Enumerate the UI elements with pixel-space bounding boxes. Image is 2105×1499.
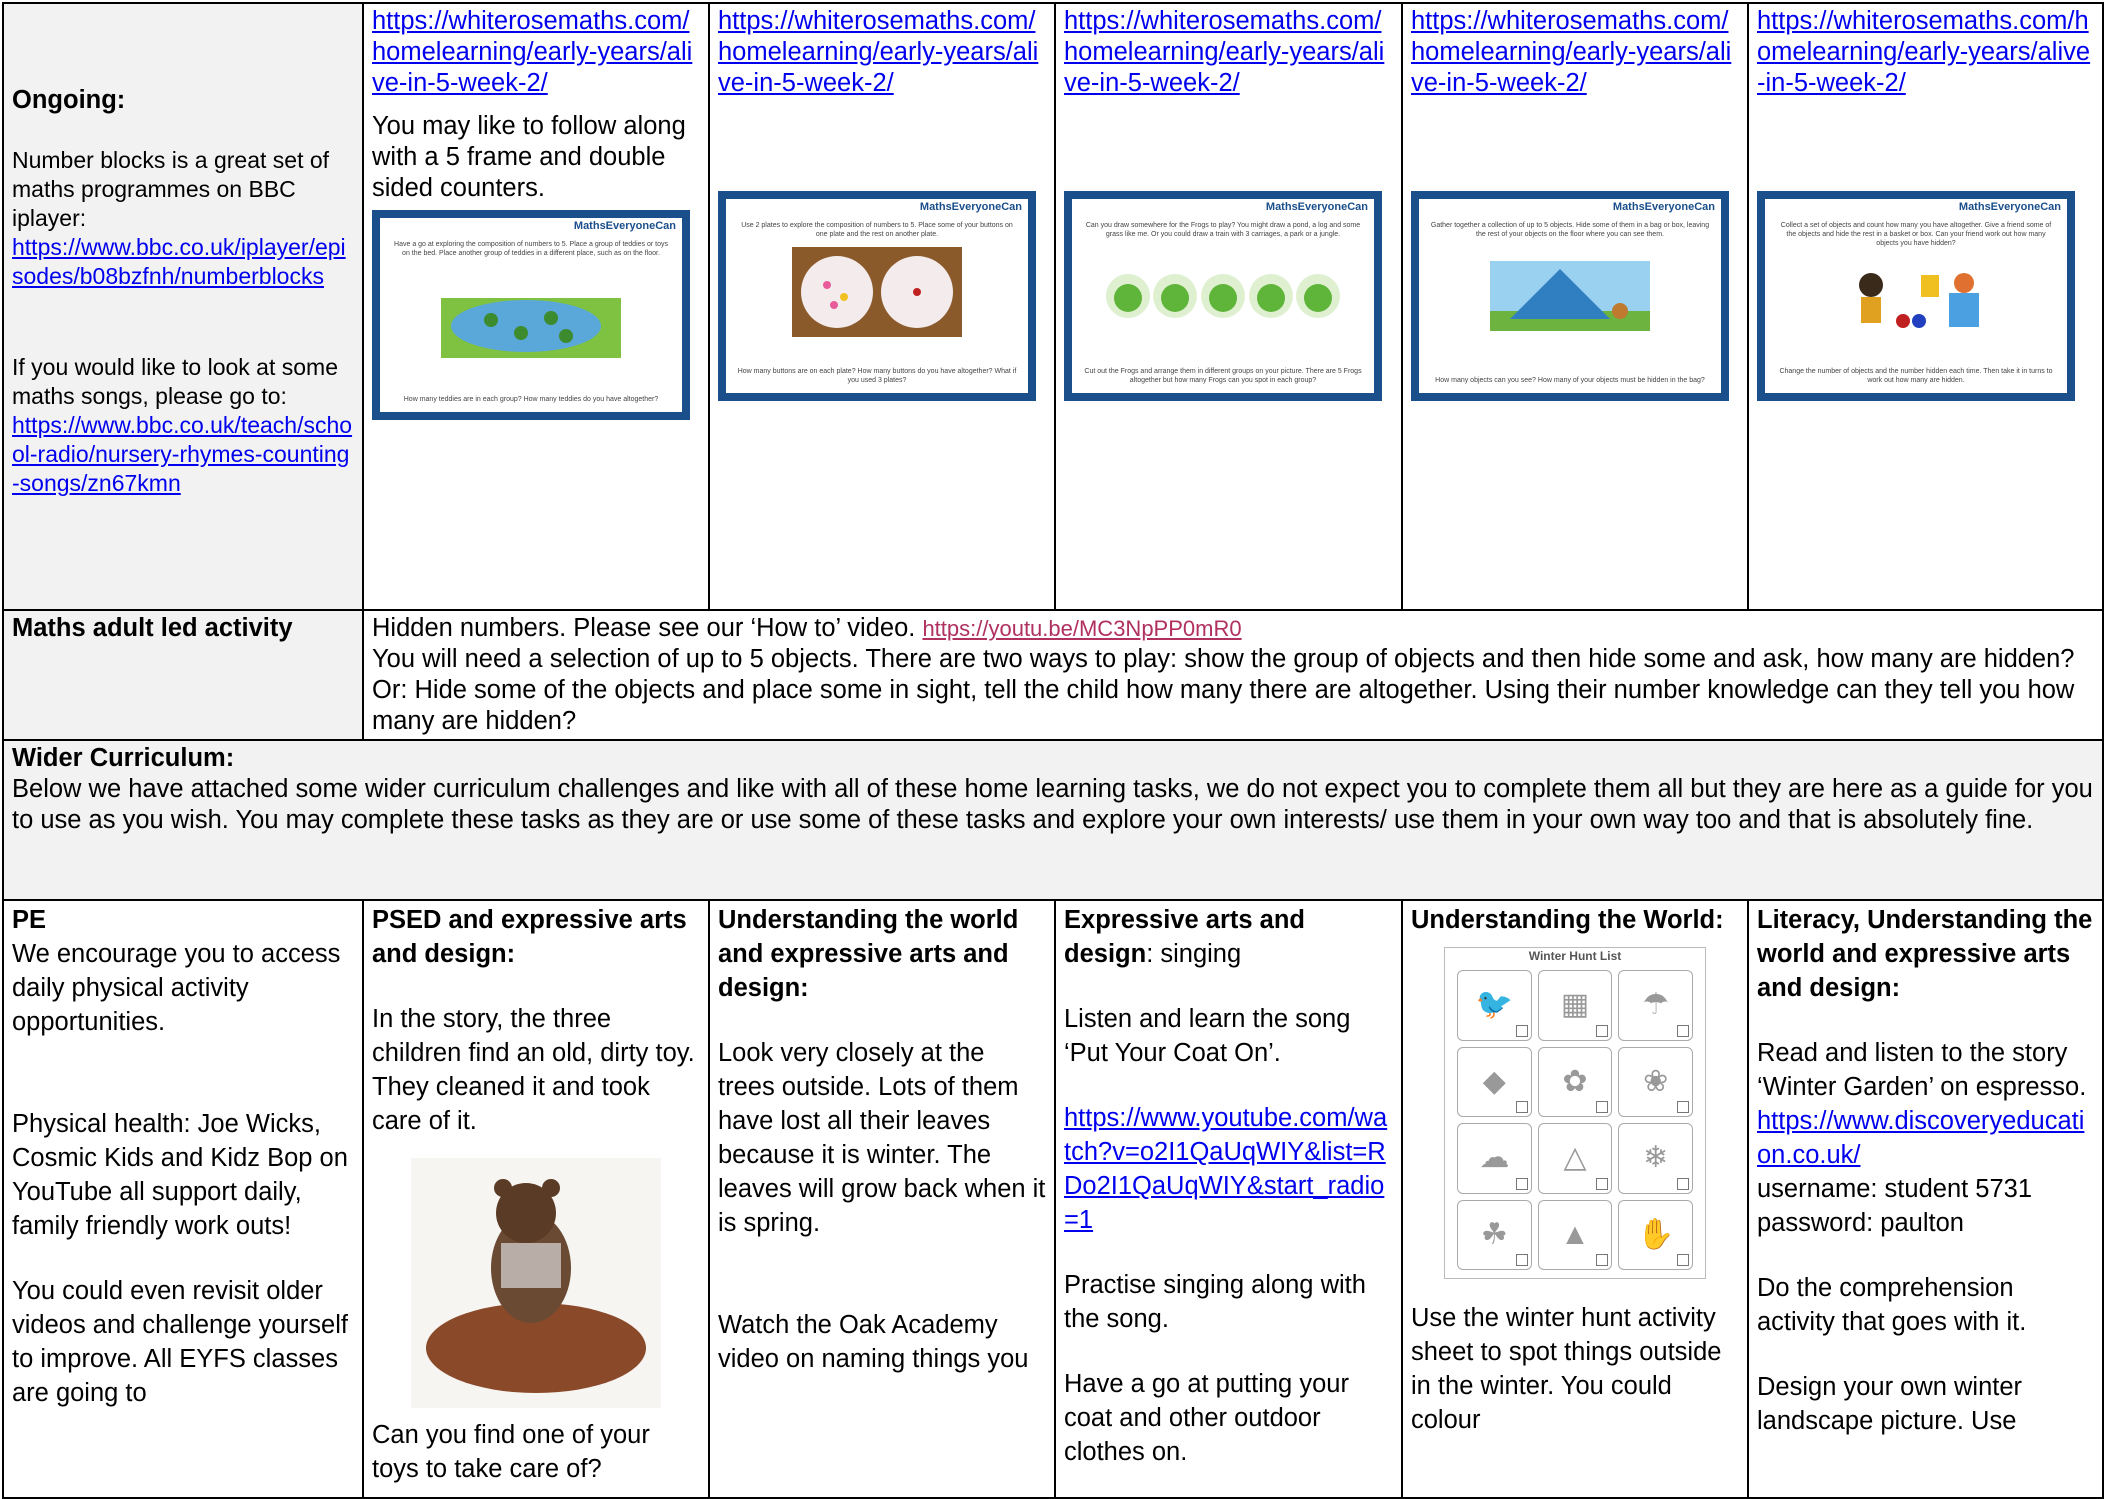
slide-logo: MathsEveryoneCan [1612,201,1715,213]
day-3-slide [1064,191,1382,401]
hidden-objects-image [1841,263,1991,333]
hunt-item-icon: ▲ [1538,1200,1613,1271]
day-1-note: You may like to follow along with a 5 frame and double sided counters. [372,112,686,202]
slide-caption: Change the number of objects and the number hidden each time. Then take it in turns to work out how many are hidden. [1779,368,2053,384]
literacy-comprehension-text: Do the comprehension activity that goes with it. [1757,1274,2027,1336]
espresso-username: username: student 5731 [1757,1175,2033,1203]
coat-song-link[interactable]: https://www.youtube.com/watch?v=o2I1QaUqWIY&list=RDo2I1QaUqWIY&start_radio=1 [1064,1104,1388,1234]
utw-trees-text: Look very closely at the trees outside. Lots of them have lost all their leaves because it is winter. The leaves will grow back when it is spring. [718,1039,1046,1237]
day-2-link[interactable]: https://whiterosemaths.com/homelearning/early-years/alive-in-5-week-2/ [718,7,1039,97]
hunt-item-icon: ❄ [1618,1123,1693,1194]
literacy-cell [1748,900,2103,1498]
literacy-heading: Literacy, Understanding the world and expressive arts and design: [1757,906,2093,1002]
slide-caption: How many teddies are in each group? How many teddies do you have altogether? [403,396,659,403]
psed-cell [363,900,709,1498]
maths-adult-row [3,610,2103,740]
ead-singing-cell [1055,900,1402,1498]
literacy-design-text: Design your own winter landscape picture. Use [1757,1373,2023,1435]
utw-winter-hunt-text: Use the winter hunt activity sheet to spot things outside in the winter. You could colour [1411,1304,1722,1434]
maths-adult-intro: Hidden numbers. Please see our ‘How to’ video. [372,614,923,642]
toy-image [411,1158,661,1408]
hunt-item-icon: ✋ [1618,1200,1693,1271]
hunt-item-icon: ✿ [1538,1047,1613,1118]
pe-heading: PE [12,906,47,934]
pe-physical-health: Physical health: Joe Wicks, Cosmic Kids and Kidz Bop on YouTube all support daily, family friendly work outs! [12,1110,348,1240]
ead-heading-rest: : singing [1146,940,1242,968]
pe-cell [3,900,363,1498]
pond-frogs-image [441,278,621,358]
hunt-item-icon: ☁ [1457,1123,1532,1194]
slide-instructions: Can you draw somewhere for the Frogs to play? You might draw a pond, a log and some grass like me. Or you could draw a train with 3 carriages, a park or a jungle. [1085,222,1361,238]
ongoing-cell [3,3,363,610]
hunt-item-icon: 🐦 [1457,970,1532,1041]
hunt-item-icon: ▦ [1538,970,1613,1041]
psed-heading: PSED and expressive arts and design: [372,906,687,968]
maths-adult-cell [363,610,2103,740]
slide-instructions: Gather together a collection of up to 5 objects. Hide some of them in a bag or box, leaving the rest of your objects on the floor where you can see them. [1430,222,1710,238]
day-4-cell [1402,3,1748,610]
utw-trees-heading: Understanding the world and expressive arts and design: [718,906,1019,1002]
how-to-video-link[interactable]: https://youtu.be/MC3NpPP0mR0 [922,616,1242,641]
day-5-cell [1748,3,2103,610]
day-4-link[interactable]: https://whiterosemaths.com/homelearning/early-years/alive-in-5-week-2/ [1411,7,1732,97]
pe-intro: We encourage you to access daily physical activity opportunities. [12,940,341,1036]
subjects-row [3,900,2103,1498]
slide-instructions: Have a go at exploring the composition of numbers to 5. Place a group of teddies or toys on the bed. Place another group of teddies in a different place, such as on the floor. [394,241,668,257]
tent-image [1490,261,1650,331]
hunt-item-icon: ☂ [1618,970,1693,1041]
psed-question: Can you find one of your toys to take care of? [372,1421,650,1483]
wider-curriculum-cell [3,740,2103,900]
day-1-cell [363,3,709,610]
slide-instructions: Collect a set of objects and count how many you have altogether. Give a friend some of the objects and hide the rest in a basket or box. Can your friend work out how many objects you have hidden? [1780,222,2052,247]
day-3-link[interactable]: https://whiterosemaths.com/homelearning/early-years/alive-in-5-week-2/ [1064,7,1385,97]
hunt-item-icon: △ [1538,1123,1613,1194]
day-5-link[interactable]: https://whiterosemaths.com/homelearning/early-years/alive-in-5-week-2/ [1757,7,2091,97]
utw-trees-cell [709,900,1055,1498]
ead-practise-text: Practise singing along with the song. [1064,1271,1366,1333]
numberblocks-link[interactable]: https://www.bbc.co.uk/iplayer/episodes/b08bzfnh/numberblocks [12,234,346,289]
ongoing-heading: Ongoing: [12,86,126,114]
hunt-item-icon: ❀ [1618,1047,1693,1118]
literacy-story-text: Read and listen to the story ‘Winter Garden’ on espresso. [1757,1039,2087,1101]
utw-winter-hunt-cell [1402,900,1748,1498]
slide-caption: How many objects can you see? How many of your objects must be hidden in the bag? [1435,377,1705,384]
teddy-picture [411,1158,661,1408]
hunt-item-icon: ◆ [1457,1047,1532,1118]
winter-hunt-sheet [1444,947,1706,1279]
ead-heading: Expressive arts and design [1064,906,1305,968]
ead-coat-text: Have a go at putting your coat and other outdoor clothes on. [1064,1370,1349,1466]
wider-curriculum-row [3,740,2103,900]
maths-adult-instructions: You will need a selection of up to 5 objects. There are two ways to play: show the group of objects and then hide some and ask, how many are hidden? Or: Hide some of the objects and place some in sight, tell the child how many there are altogether. Using their number knowledge can they tell you how many are hidden? [372,645,2075,735]
slide-caption: Cut out the Frogs and arrange them in different groups on your picture. There are 5 Frogs altogether but how many Frogs can you spot in each group? [1084,368,1362,384]
plates-image [792,247,962,337]
ongoing-numberblocks-text: Number blocks is a great set of maths programmes on BBC iplayer: [12,147,330,231]
day-5-slide [1757,191,2075,401]
espresso-link[interactable]: https://www.discoveryeducation.co.uk/ [1757,1107,2085,1169]
day-2-slide [718,191,1036,401]
slide-logo: MathsEveryoneCan [1265,201,1368,213]
slide-logo: MathsEveryoneCan [573,220,676,232]
winter-hunt-title: Winter Hunt List [1528,949,1622,963]
slide-logo: MathsEveryoneCan [1958,201,2061,213]
home-learning-table [2,2,2104,1499]
daily-row [3,3,2103,610]
slide-caption: How many buttons are on each plate? How many buttons do you have altogether? What if you used 3 plates? [737,368,1017,384]
psed-story-text: In the story, the three children find an old, dirty toy. They cleaned it and took care of it. [372,1005,695,1135]
slide-instructions: Use 2 plates to explore the composition of numbers to 5. Place some of your buttons on one plate and the rest on another plate. [741,222,1013,238]
pe-revisit: You could even revisit older videos and challenge yourself to improve. All EYFS classes are going to [12,1277,348,1407]
day-3-cell [1055,3,1402,610]
wider-curriculum-heading: Wider Curriculum: [12,744,235,772]
day-1-link[interactable]: https://whiterosemaths.com/homelearning/early-years/alive-in-5-week-2/ [372,7,693,97]
utw-oak-academy-text: Watch the Oak Academy video on naming things you [718,1311,1029,1373]
utw-winter-hunt-heading: Understanding the World: [1411,906,1724,934]
wider-curriculum-text: Below we have attached some wider curriculum challenges and like with all of these home learning tasks, we do not expect you to complete them all but they are here as a guide for you to use as you wish. You may complete these tasks as they are or use some of these tasks and explore your own interests/ use them in your own way too and that is absolutely fine. [12,775,2093,834]
frogs-image [1103,271,1343,321]
ead-song-text: Listen and learn the song ‘Put Your Coat On’. [1064,1005,1351,1067]
day-1-slide [372,210,690,420]
slide-logo: MathsEveryoneCan [919,201,1022,213]
espresso-password: password: paulton [1757,1209,1964,1237]
ongoing-songs-text: If you would like to look at some maths songs, please go to: [12,354,338,409]
day-4-slide [1411,191,1729,401]
hunt-item-icon: ☘ [1457,1200,1532,1271]
day-2-cell [709,3,1055,610]
maths-adult-label: Maths adult led activity [3,610,363,740]
songs-link[interactable]: https://www.bbc.co.uk/teach/school-radio/nursery-rhymes-counting-songs/zn67kmn [12,412,353,496]
